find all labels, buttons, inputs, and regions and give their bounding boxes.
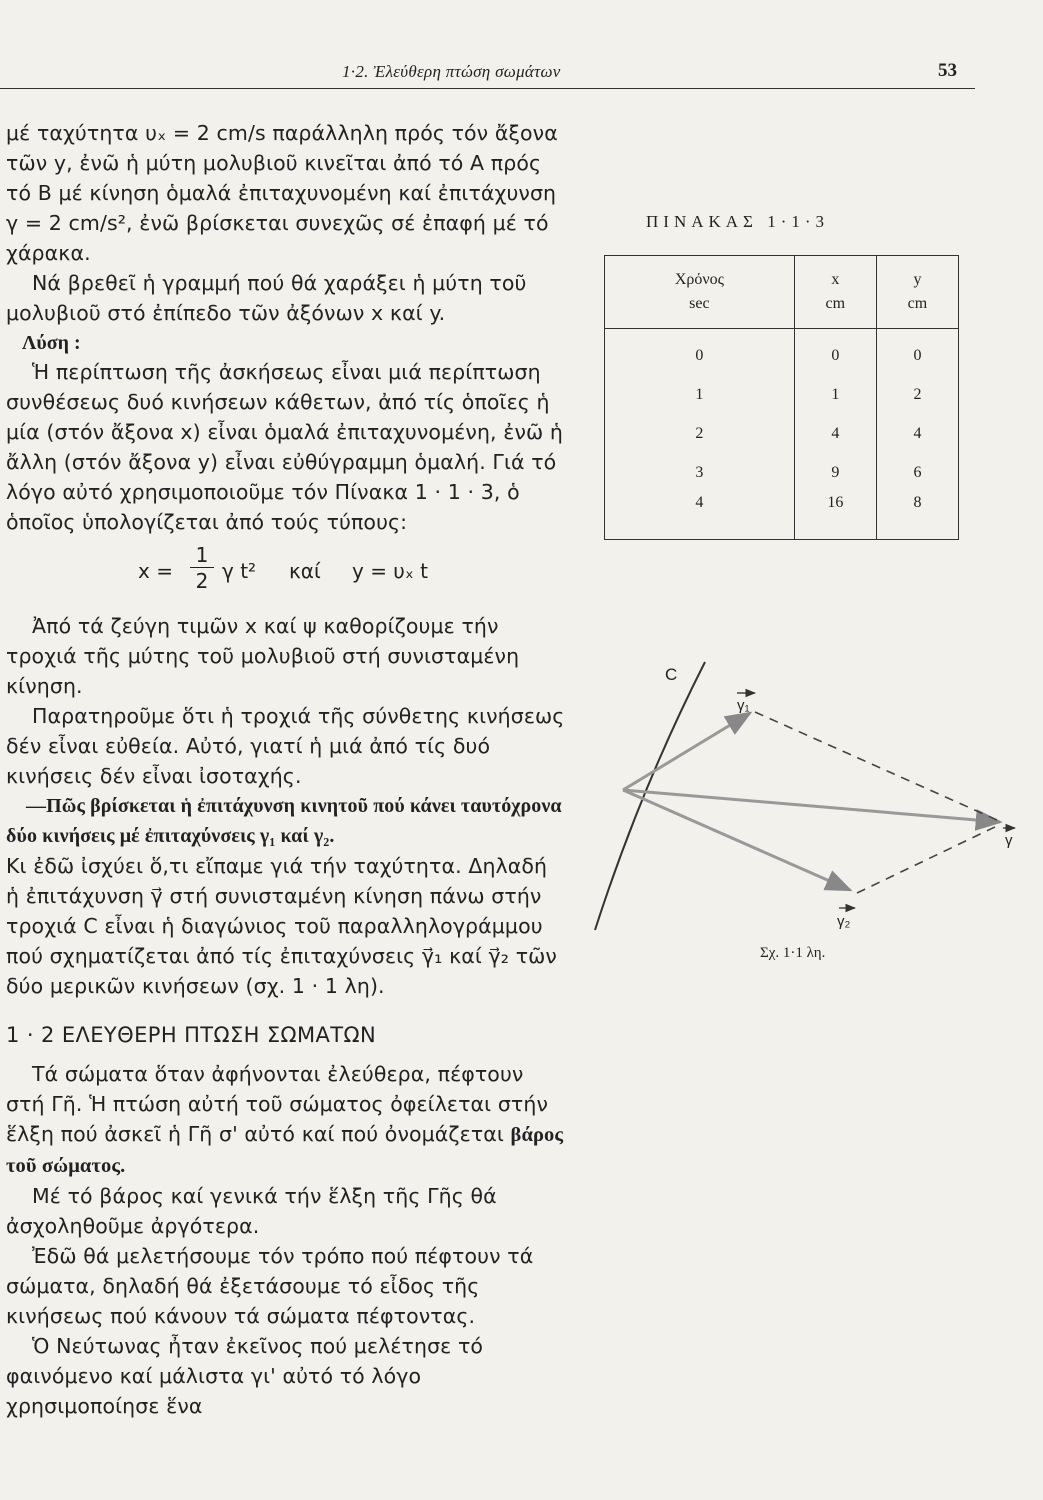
section-paragraph-2: Μέ τό βάρος καί γενικά τήν ἕλξη τῆς Γῆς θά ἀσχοληθοῦμε ἀργότερα. (6, 1184, 497, 1238)
formula-numerator: 1 (190, 543, 214, 568)
question-paragraph: Νά βρεθεῖ ἡ γραμμή πού θά χαράξει ἡ μύτη τοῦ μολυβιοῦ στό ἐπίπεδο τῶν ἀξόνων x καί y. (6, 271, 527, 325)
observation-paragraph: Παρατηροῦμε ὅτι ἡ τροχιά τῆς σύνθετης κινήσεως δέν εἶναι εὐθεία. Αὐτό, γιατί ἡ μιά ἀπό τίς δυό κινήσεις δέν εἶναι ἰσοταχής. (6, 704, 565, 788)
solution-paragraph: Ἡ περίπτωση τῆς ἀσκήσεως εἶναι μιά περίπτωση συνθέσεως δυό κινήσεων κάθετων, ἀπό τίς ὁποῖες ἡ μία (στόν ἄξονα x) εἶναι ὁμαλά ἐπιταχυνομένη, ἐνῶ ἡ ἄλλη (στόν ἄξονα y) εἶναι εὐθύγραμμη ὁμαλή. Γιά τό λόγο αὐτό χρησιμοποιοῦμε τόν Πίνακα 1 · 1 · 3, ὁ ὁποῖος ὑπολογίζεται ἀπό τούς τύπους: (6, 360, 563, 534)
table-cell: 4 (876, 414, 958, 453)
table-cell: 0 (876, 329, 958, 376)
solution-label: Λύση : (22, 332, 81, 354)
gamma1-label: γ₁ (737, 697, 750, 714)
pairs-paragraph: Ἀπό τά ζεύγη τιμῶν x καί ψ καθορίζουμε τήν τροχιά τῆς μύτης τοῦ μολυβιοῦ στή συνισταμένη κίνηση. (6, 614, 520, 698)
parallelogram-dash-lower (857, 826, 997, 893)
table-header-x: x cm (794, 256, 876, 329)
page-number: 53 (938, 60, 957, 81)
formula-gamma-term: γ t² (222, 559, 257, 583)
header-title: 1·2. Ἐλεύθερη πτώση σωμάτων (342, 62, 561, 81)
gamma-label: γ (1005, 832, 1013, 849)
table-header-y: y cm (876, 256, 958, 329)
section-paragraph-4: Ὁ Νεύτωνας ἦταν ἐκεῖνος πού μελέτησε τό φαινόμενο καί μάλιστα γι' αὐτό τό λόγο χρησιμοποίησε ἕνα (6, 1334, 484, 1418)
table-row (605, 453, 959, 492)
table-cell: 3 (605, 453, 795, 492)
figure-caption: Σχ. 1·1 λη. (760, 945, 826, 961)
table-cell: 2 (876, 375, 958, 414)
bold-question: —Πῶς βρίσκεται ἡ ἐπιτάχυνση κινητοῦ πού κάνει ταυτόχρονα δύο κινήσεις μέ ἐπιταχύνσεις γ₁ καί γ₂. (6, 795, 562, 847)
section-paragraph-1 (6, 1059, 566, 1181)
section-title: 1 · 2 ΕΛΕΥΘΕΡΗ ΠΤΩΣΗ ΣΩΜΑΤΩΝ (6, 1023, 377, 1047)
table-row (605, 329, 959, 376)
curve-label: C (665, 665, 678, 684)
table-cell: 2 (605, 414, 795, 453)
section-p1-bold: βάρος τοῦ σώματος. (6, 1124, 564, 1177)
gamma2-label: γ₂ (837, 913, 851, 930)
table-cell: 1 (794, 375, 876, 414)
table-header-row (605, 256, 959, 329)
table-cell: 0 (605, 329, 795, 376)
table-cell: 6 (876, 453, 958, 492)
formula (6, 541, 566, 605)
vector-diagram (585, 650, 1035, 980)
vector-gamma1-arrow (623, 713, 750, 790)
table-cell: 8 (876, 492, 958, 540)
table-cell: 9 (794, 453, 876, 492)
table-title: ΠΙΝΑΚΑΣ 1·1·3 (646, 212, 830, 231)
acceleration-paragraph: Κι ἐδῶ ἰσχύει ὅ,τι εἴπαμε γιά τήν ταχύτητα. Δηλαδή ἡ ἐπιτάχυνση γ⃗ στή συνισταμένη κίνηση πάνω στήν τροχιά C εἶναι ἡ διαγώνιος τοῦ παραλληλογράμμου πού σχηματίζεται ἀπό τίς ἐπιταχύνσεις γ⃗₁ καί γ⃗₂ τῶν δύο μερικῶν κινήσεων (σχ. 1 · 1 λη). (6, 854, 557, 998)
table-cell: 16 (794, 492, 876, 540)
table-cell: 0 (794, 329, 876, 376)
section-paragraph-3: Ἐδῶ θά μελετήσουμε τόν τρόπο πού πέφτουν τά σώματα, δηλαδή θά ἐξετάσουμε τό εἶδος τῆς κινήσεως πού κάνουν τά σώματα πέφτοντας. (6, 1244, 534, 1328)
formula-denominator: 2 (195, 569, 209, 593)
data-table (604, 255, 959, 540)
table-header-time: Χρόνος sec (605, 256, 795, 329)
formula-fraction (190, 543, 214, 594)
table-cell: 4 (794, 414, 876, 453)
table-row (605, 492, 959, 540)
table-row (605, 375, 959, 414)
formula-conjunction: καί (289, 559, 321, 583)
running-head (0, 58, 975, 89)
section-p1-text: Τά σώματα ὅταν ἀφήνονται ἐλεύθερα, πέφτουν στή Γῆ. Ἡ πτώση αὐτή τοῦ σώματος ὀφείλεται στήν ἕλξη πού ἀσκεῖ ἡ Γῆ σ' αὐτό καί πού ὀνομάζεται (6, 1062, 549, 1146)
intro-paragraph: μέ ταχύτητα υₓ = 2 cm/s παράλληλη πρός τόν ἄξονα τῶν y, ἐνῶ ἡ μύτη μολυβιοῦ κινεῖται ἀπό τό Α πρός τό Β μέ κίνηση ὁμαλά ἐπιταχυνομένη καί ἐπιτάχυνση γ = 2 cm/s², ἐνῶ βρίσκεται συνεχῶς σέ ἐπαφή μέ τό χάρακα. (6, 121, 558, 265)
table-row (605, 414, 959, 453)
vector-gamma-arrow (623, 790, 1000, 822)
table-cell: 1 (605, 375, 795, 414)
table-cell: 4 (605, 492, 795, 540)
main-text-column (6, 118, 566, 1421)
formula-rhs: y = υₓ t (352, 559, 428, 583)
formula-lhs: x = (138, 559, 173, 583)
